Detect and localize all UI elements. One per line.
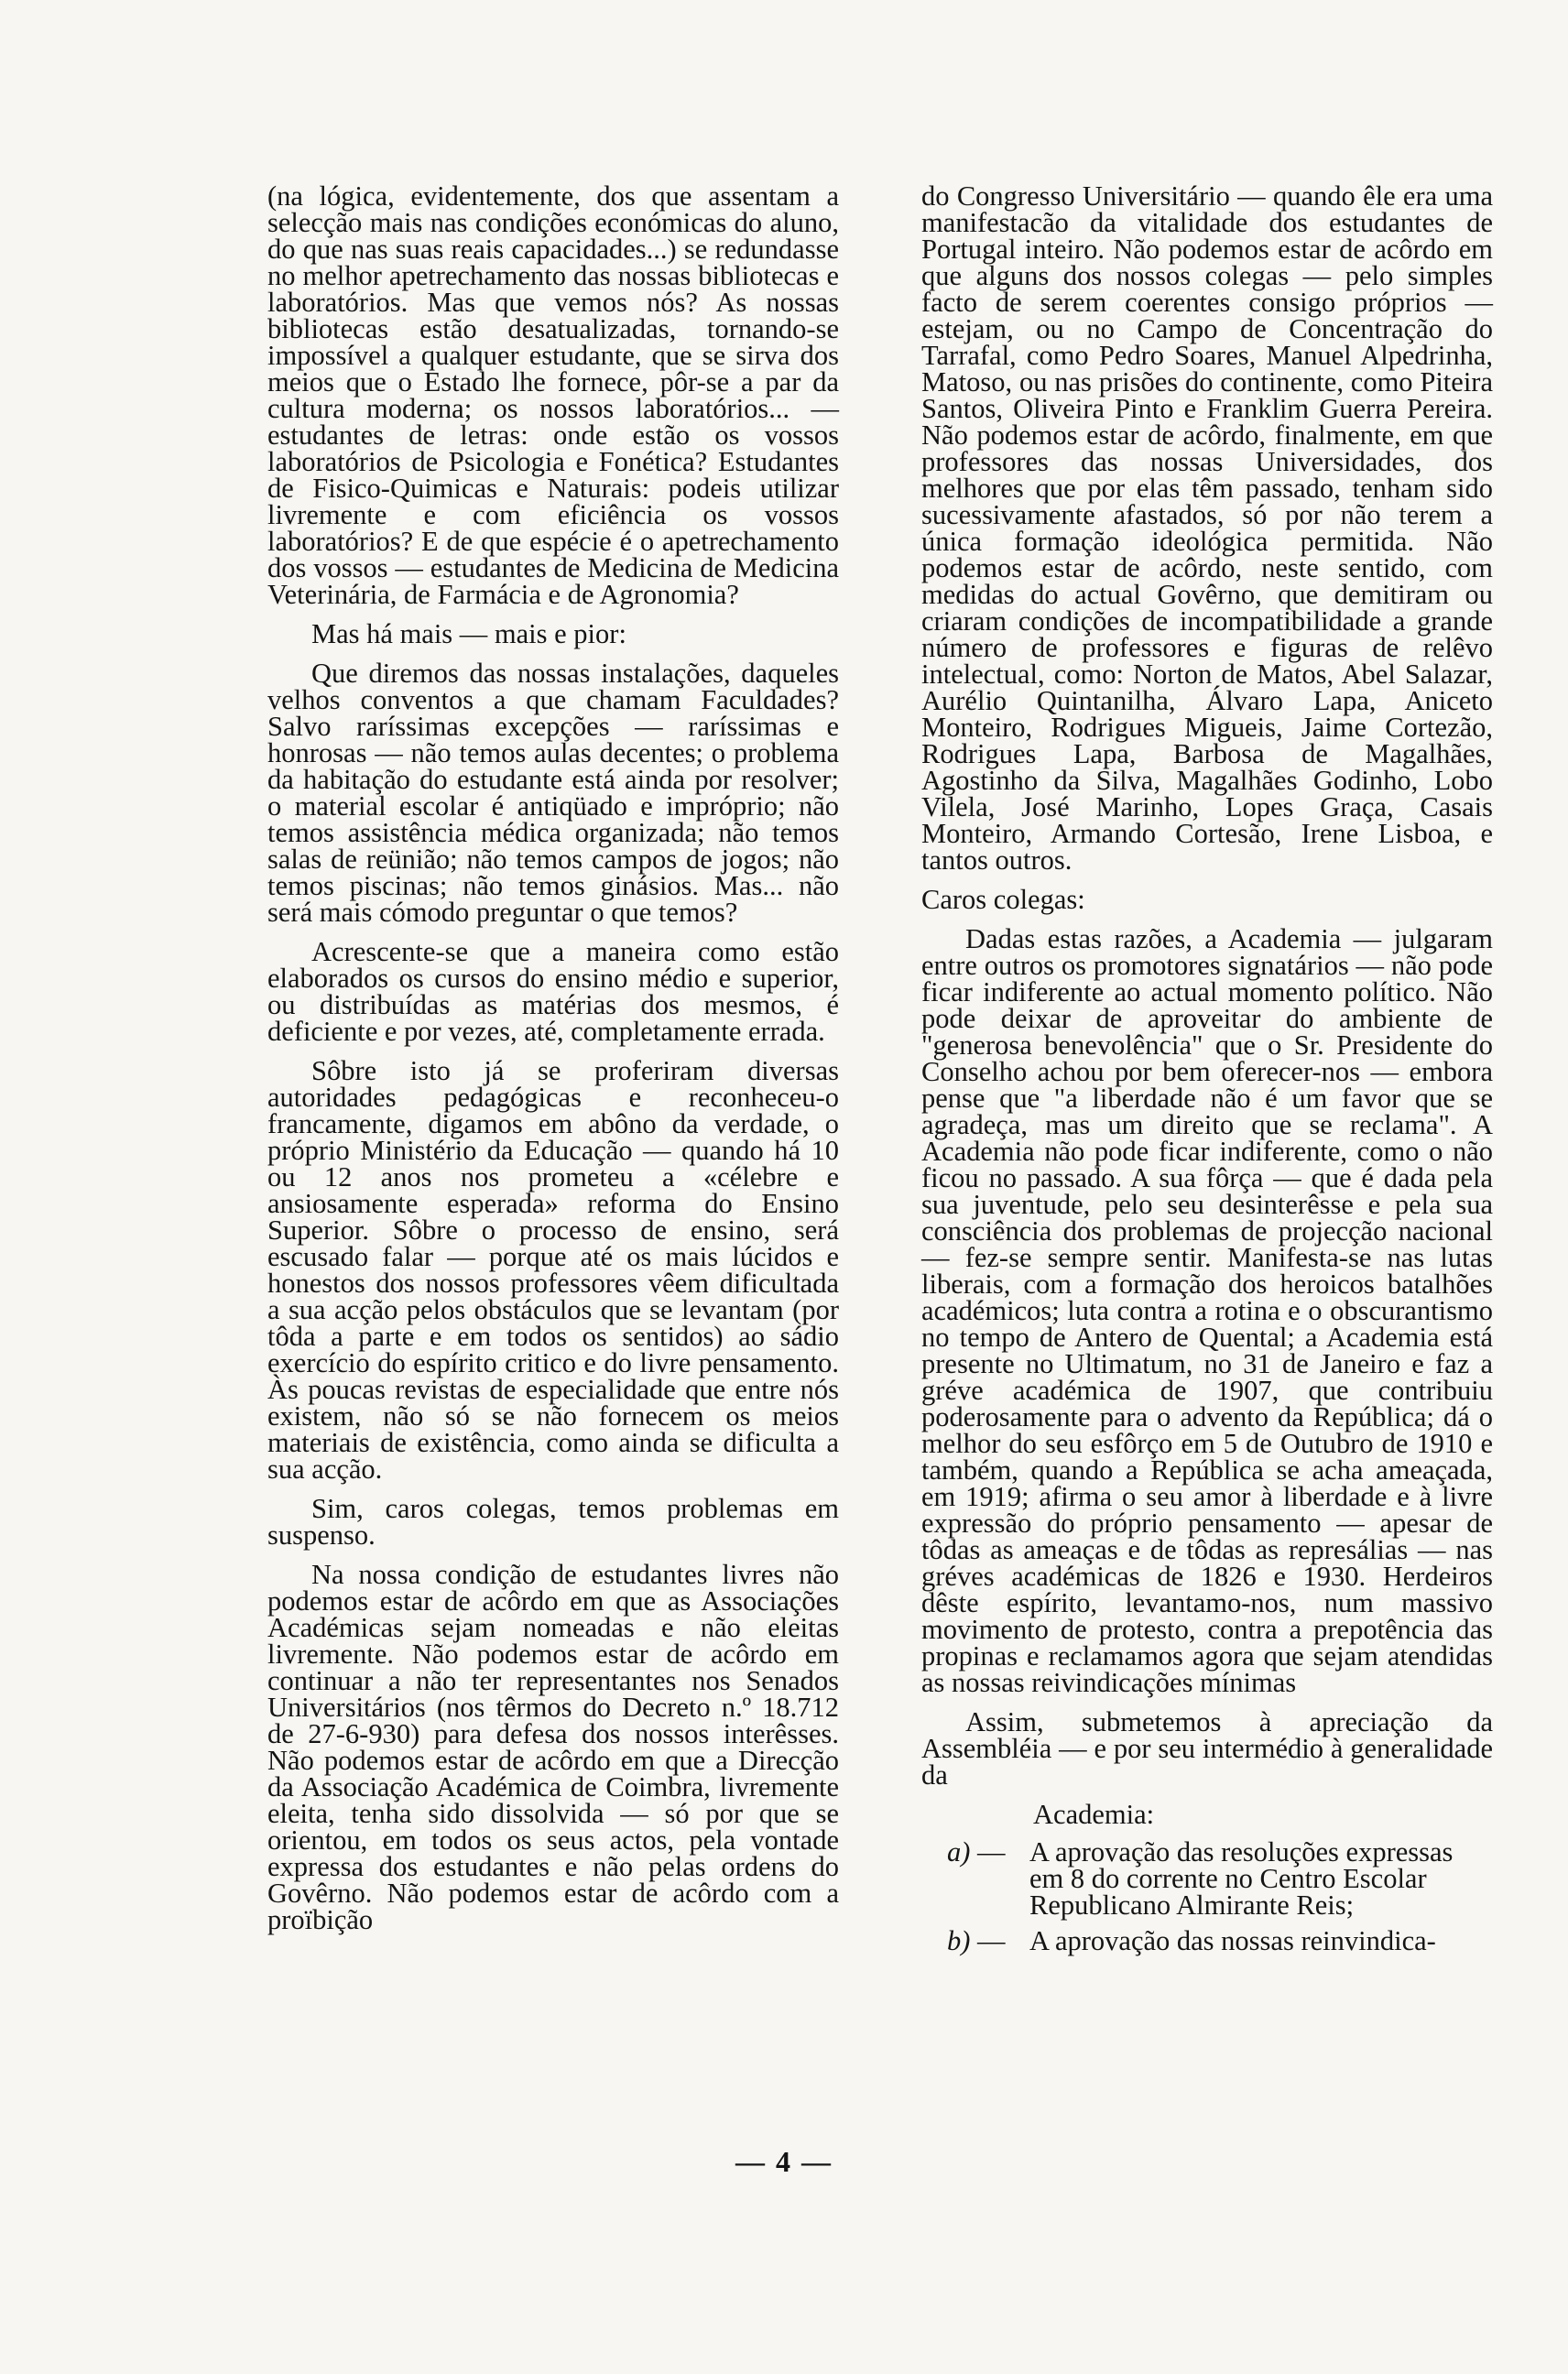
list-item <box>947 1925 1493 1956</box>
paragraph: (na lógica, evidentemente, dos que assentam a selecção mais nas condições económicas do aluno, do que nas suas reais capacidades...) se redundasse no melhor apetrechamento das nossas bibliotecas e laboratórios. Mas que vemos nós? As nossas bibliotecas estão desatualizadas, tornando-se impossível a qualquer estudante, que se sirva dos meios que o Estado lhe fornece, pôr-se a par da cultura moderna; os nossos laboratórios... — estudantes de letras: onde estão os vossos laboratórios de Psicologia e Fonética? Estudantes de Fisico-Quimicas e Naturais: podeis utilizar livremente e com eficiência os vossos laboratórios? E de que espécie é o apetrechamento dos vossos — estudantes de Medicina de Medicina Veterinária, de Farmácia e de Agronomia? <box>267 180 839 610</box>
right-column <box>921 180 1493 1964</box>
paragraph: Na nossa condição de estudantes livres não podemos estar de acôrdo em que as Associações Académicas sejam nomeadas e não eleitas livremente. Não podemos estar de acôrdo em continuar a não ter representantes nos Senados Universitários (nos têrmos do Decreto n.º 18.712 de 27-6-930) para defesa dos nossos interêsses. Não podemos estar de acôrdo em que a Direcção da Associação Académica de Coimbra, livremente eleita, tenha sido dissolvida — só por que se orientou, em todos os seus actos, pela vontade expressa dos estudantes e não pelas ordens do Govêrno. Não podemos estar de acôrdo com a proïbição <box>267 1559 839 1935</box>
paragraph: Sim, caros colegas, temos problemas em suspenso. <box>267 1493 839 1551</box>
list-item <box>947 1836 1493 1921</box>
list-item-text: A aprovação das resoluções expressas em 8 do corrente no Centro Escolar Republicano Almirante Reis; <box>1029 1836 1454 1921</box>
list-marker: b) — <box>947 1925 1006 1956</box>
paragraph: Sôbre isto já se proferiram diversas autoridades pedagógicas e reconheceu-o francamente, digamos em abôno da verdade, o próprio Ministério da Educação — quando há 10 ou 12 anos nos prometeu a «célebre e ansiosamente esperada» reforma do Ensino Superior. Sôbre o processo de ensino, será escusado falar — porque até os mais lúcidos e honestos dos nossos professores vêem dificultada a sua acção pelos obstáculos que se levantam (por tôda a parte e em todos os sentidos) ao sádio exercício do espírito critico e do livre pensamento. Às poucas revistas de especialidade que entre nós existem, não só se não fornecem os meios materiais de existência, como ainda se dificulta a sua acção. <box>267 1055 839 1485</box>
paragraph: Mas há mais — mais e pior: <box>311 618 626 649</box>
academia-heading: Academia: <box>1033 1799 1155 1830</box>
left-column <box>267 180 839 1946</box>
paragraph: do Congresso Universitário — quando êle era uma manifestacão da vitalidade dos estudantes de Portugal inteiro. Não podemos estar de acôrdo em que alguns dos nossos colegas — pelo simples facto de serem coerentes consigo próprios — estejam, ou no Campo de Concentração do Tarrafal, como Pedro Soares, Manuel Alpedrinha, Matoso, ou nas prisões do continente, como Piteira Santos, Oliveira Pinto e Franklim Guerra Pereira. Não podemos estar de acôrdo, finalmente, em que professores das nossas Universidades, dos melhores que por elas têm passado, tenham sido sucessivamente afastados, só por não terem a única formação ideológica permitida. Não podemos estar de acôrdo, neste sentido, com medidas do actual Govêrno, que demitiram ou criaram condições de incompatibilidade a grande número de professores e figuras de relêvo intelectual, como: Norton de Matos, Abel Salazar, Aurélio Quintanilha, Álvaro Lapa, Aniceto Monteiro, Rodrigues Migueis, Jaime Cortezão, Rodrigues Lapa, Barbosa de Magalhães, Agostinho da Silva, Magalhães Godinho, Lobo Vilela, José Marinho, Lopes Graça, Casais Monteiro, Armando Cortesão, Irene Lisboa, e tantos outros. <box>921 180 1493 876</box>
paragraph: Assim, submetemos à apreciação da Assembléia — e por seu intermédio à generalidade da <box>921 1706 1493 1791</box>
paragraph: Acrescente-se que a maneira como estão elaborados os cursos do ensino médio e superior, ou distribuídas as matérias dos mesmos, é deficiente e por vezes, até, completamente errada. <box>267 936 839 1047</box>
list-marker: a) — <box>947 1836 1006 1868</box>
list-item-text: A aprovação das nossas reinvindica- <box>1029 1925 1436 1956</box>
paragraph: Que diremos das nossas instalações, daqueles velhos conventos a que chamam Faculdades? Salvo raríssimas excepções — raríssimas e honrosas — não temos aulas decentes; o problema da habitação do estudante está ainda por resolver; o material escolar é antiqüado e impróprio; não temos assistência médica organizada; não temos salas de reünião; não temos campos de jogos; não temos piscinas; não temos ginásios. Mas... não será mais cómodo preguntar o que temos? <box>267 658 839 928</box>
salutation: Caros colegas: <box>921 884 1085 915</box>
paragraph: Dadas estas razões, a Academia — julgaram entre outros os promotores signatários — não pode ficar indiferente ao actual momento político. Não pode deixar de aproveitar do ambiente de "generosa benevolência" que o Sr. Presidente do Conselho achou por bem oferecer-nos — embora pense que "a liberdade não é um favor que se agradeça, mas um direito que se reclama". A Academia não pode ficar indiferente, como o não ficou no passado. A sua fôrça — que é dada pela sua juventude, pelo seu desinterêsse e pela sua consciência dos problemas de projecção nacional — fez-se sempre sentir. Manifesta-se nas lutas liberais, com a formação dos heroicos batalhões académicos; luta contra a rotina e o obscurantismo no tempo de Antero de Quental; a Academia está presente no Ultimatum, no 31 de Janeiro e faz a gréve académica de 1907, que contribuiu poderosamente para o advento da República; dá o melhor do seu esfôrço em 5 de Outubro de 1910 e também, quando a República se acha ameaçada, em 1919; afirma o seu amor à liberdade e à livre expressão do próprio pensamento — apesar de tôdas as ameaças e de tôdas as represálias — nas gréves académicas de 1826 e 1930. Herdeiros dêste espírito, levantamo-nos, num massivo movimento de protesto, contra a prepotência das propinas e reclamamos agora que sejam atendidas as nossas reivindicações mínimas <box>921 923 1493 1698</box>
page-number: — 4 — <box>735 2145 833 2178</box>
